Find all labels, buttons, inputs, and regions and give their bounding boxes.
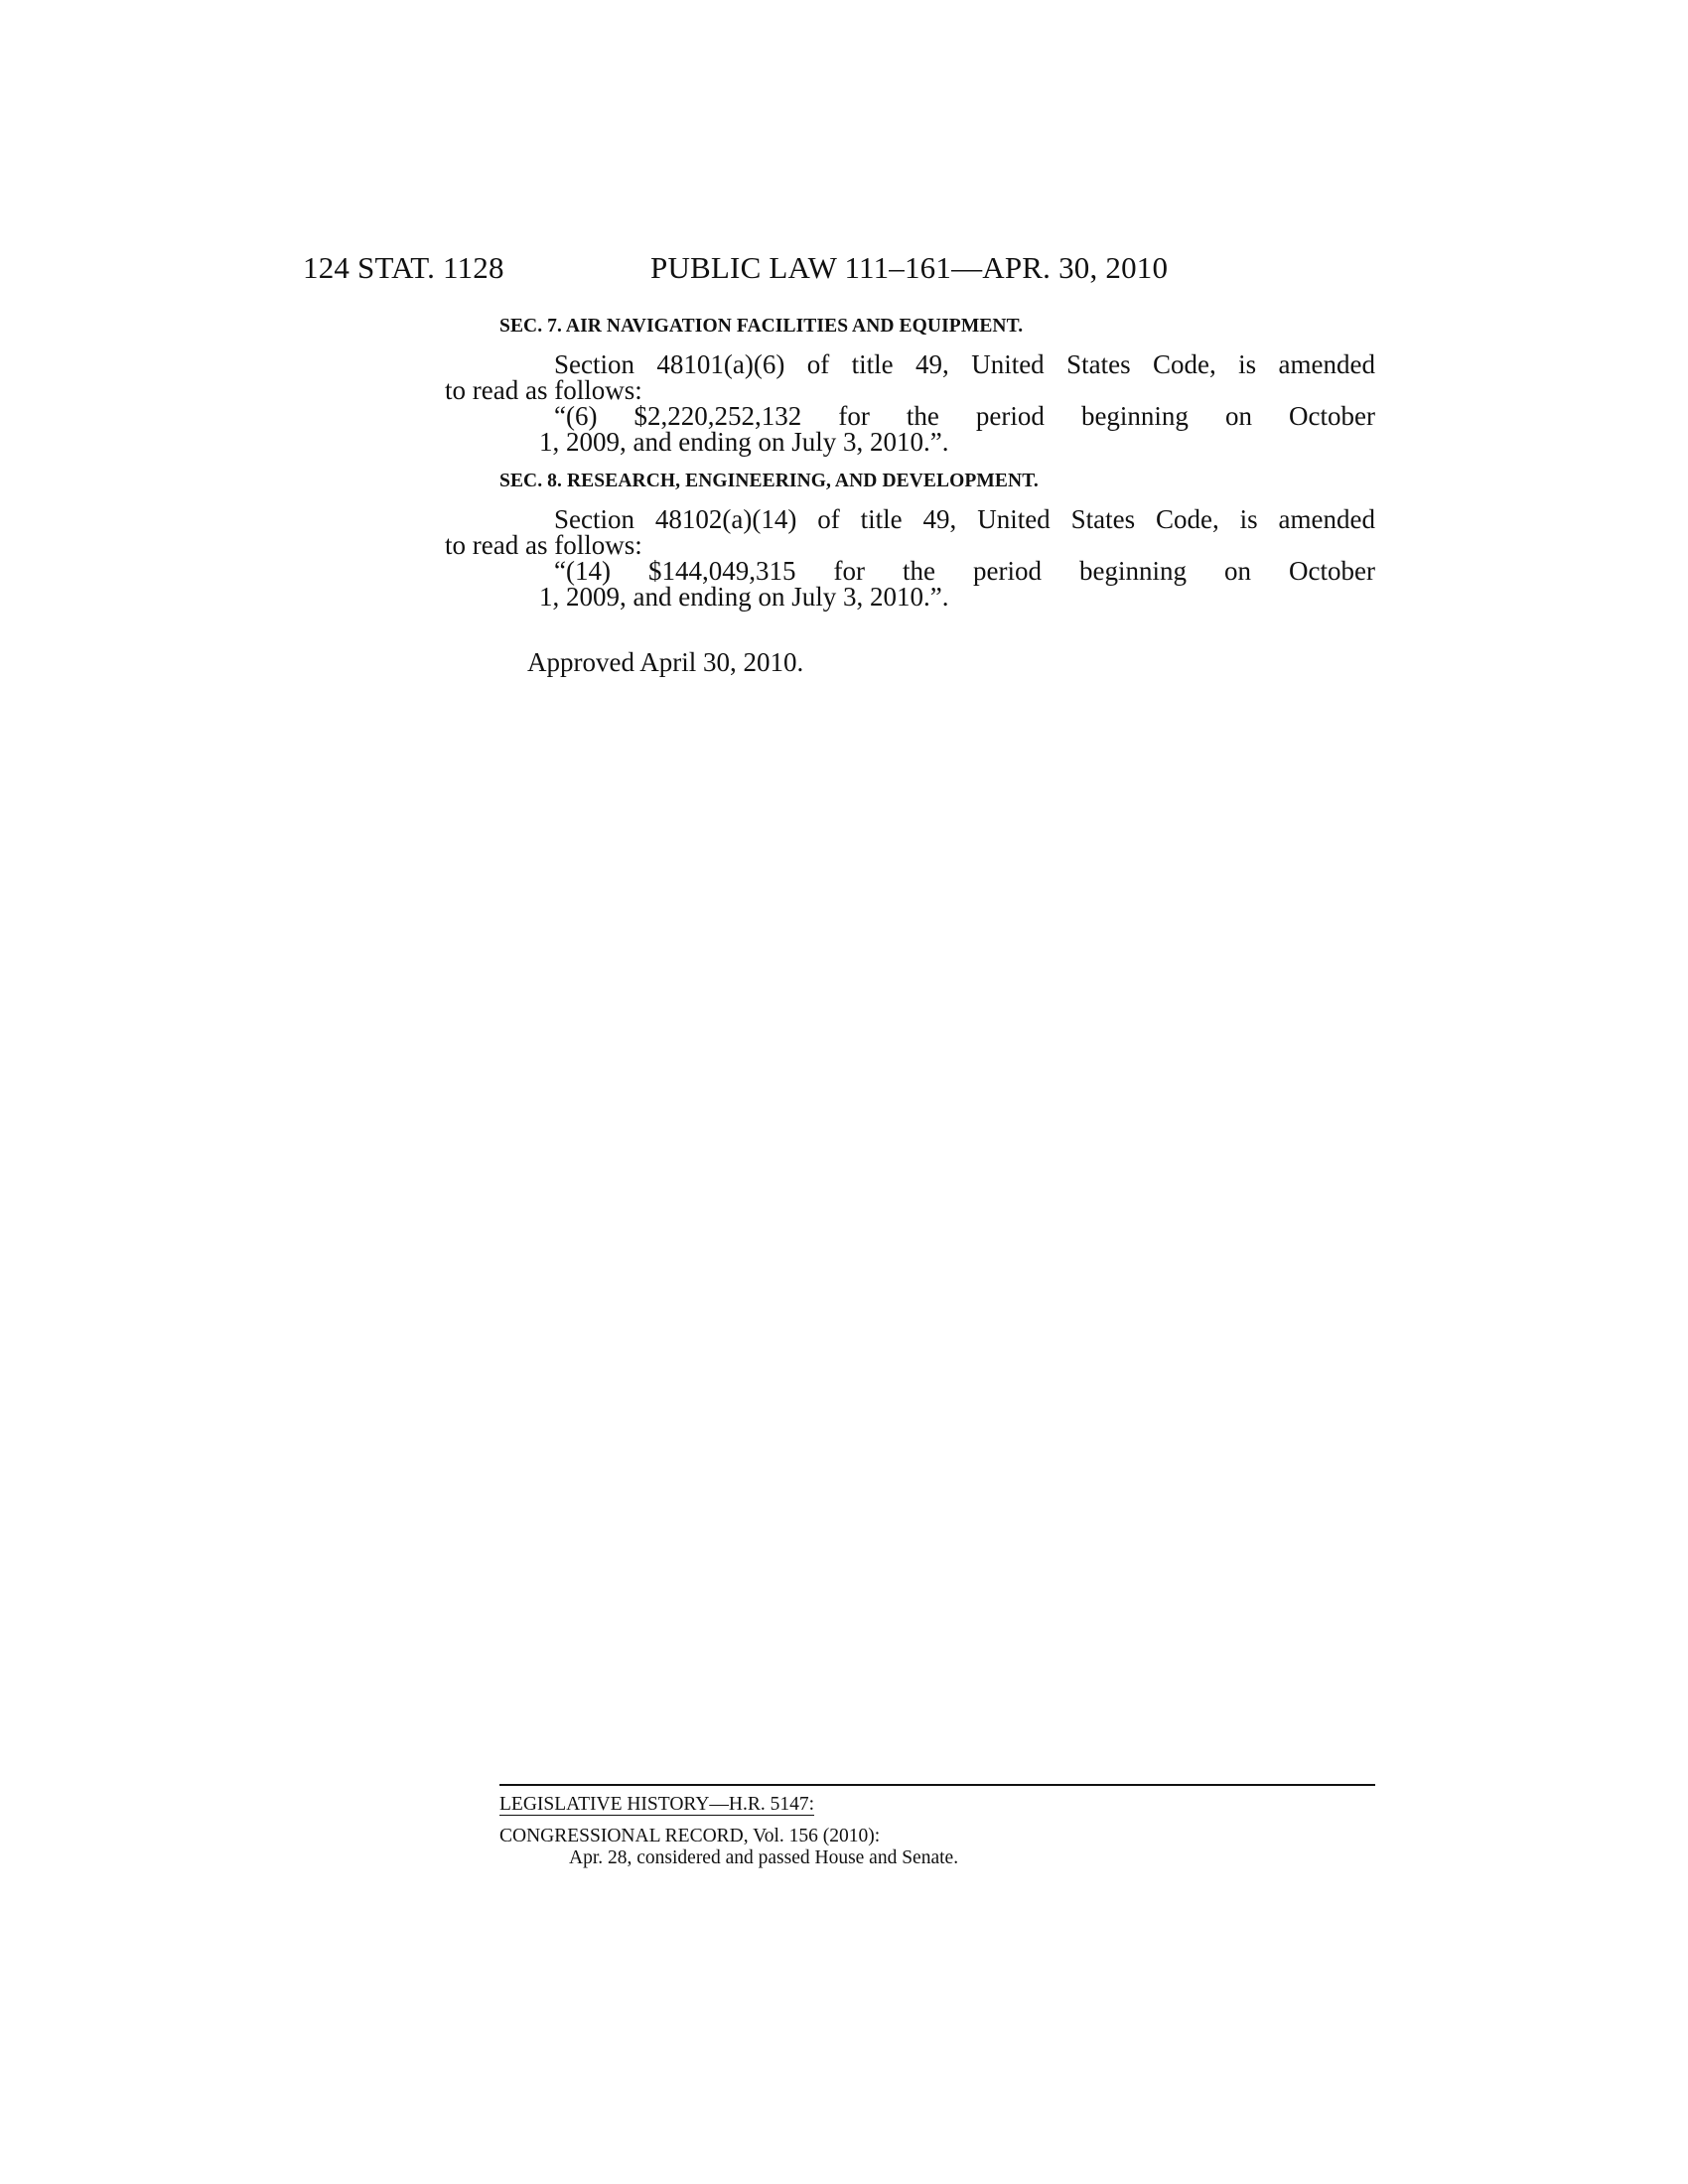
quoted-amendment [499,558,1375,610]
approval-date: Approved April 30, 2010. [527,647,804,677]
section-8 [445,471,1375,612]
section-intro-line: Section 48101(a)(6) of title 49, United States Code, is amended [554,349,1375,379]
section-intro [445,504,1375,560]
section-intro-line: to read as follows: [445,375,642,405]
section-intro-line: Section 48102(a)(14) of title 49, United States Code, is amended [554,504,1375,534]
quoted-amendment-line: 1, 2009, and ending on July 3, 2010.”. [539,427,949,457]
section-heading: SEC. 8. RESEARCH, ENGINEERING, AND DEVELOPMENT. [499,471,1039,491]
section-intro-line: to read as follows: [445,530,642,560]
quoted-amendment-line: “(14) $144,049,315 for the period beginning on October [554,556,1375,586]
quoted-amendment-line: 1, 2009, and ending on July 3, 2010.”. [539,582,949,612]
body-text [445,316,1375,678]
legislative-history-heading-wrap [499,1794,1375,1816]
section-7 [445,316,1375,457]
section-intro [445,349,1375,405]
quoted-amendment [499,403,1375,455]
legislative-history-footer [499,1784,1375,1869]
congressional-record-label: CONGRESSIONAL RECORD, Vol. 156 (2010): [499,1826,881,1846]
public-law-running-head: PUBLIC LAW 111–161—APR. 30, 2010 [650,250,1169,285]
statute-page-reference: 124 STAT. 1128 [303,250,504,285]
legislative-history-heading: LEGISLATIVE HISTORY—H.R. 5147: [499,1794,815,1815]
quoted-amendment-line: “(6) $2,220,252,132 for the period beginning on October [554,401,1375,431]
congressional-record-entry: Apr. 28, considered and passed House and Senate. [569,1847,959,1868]
section-heading: SEC. 7. AIR NAVIGATION FACILITIES AND EQUIPMENT. [499,316,1024,337]
